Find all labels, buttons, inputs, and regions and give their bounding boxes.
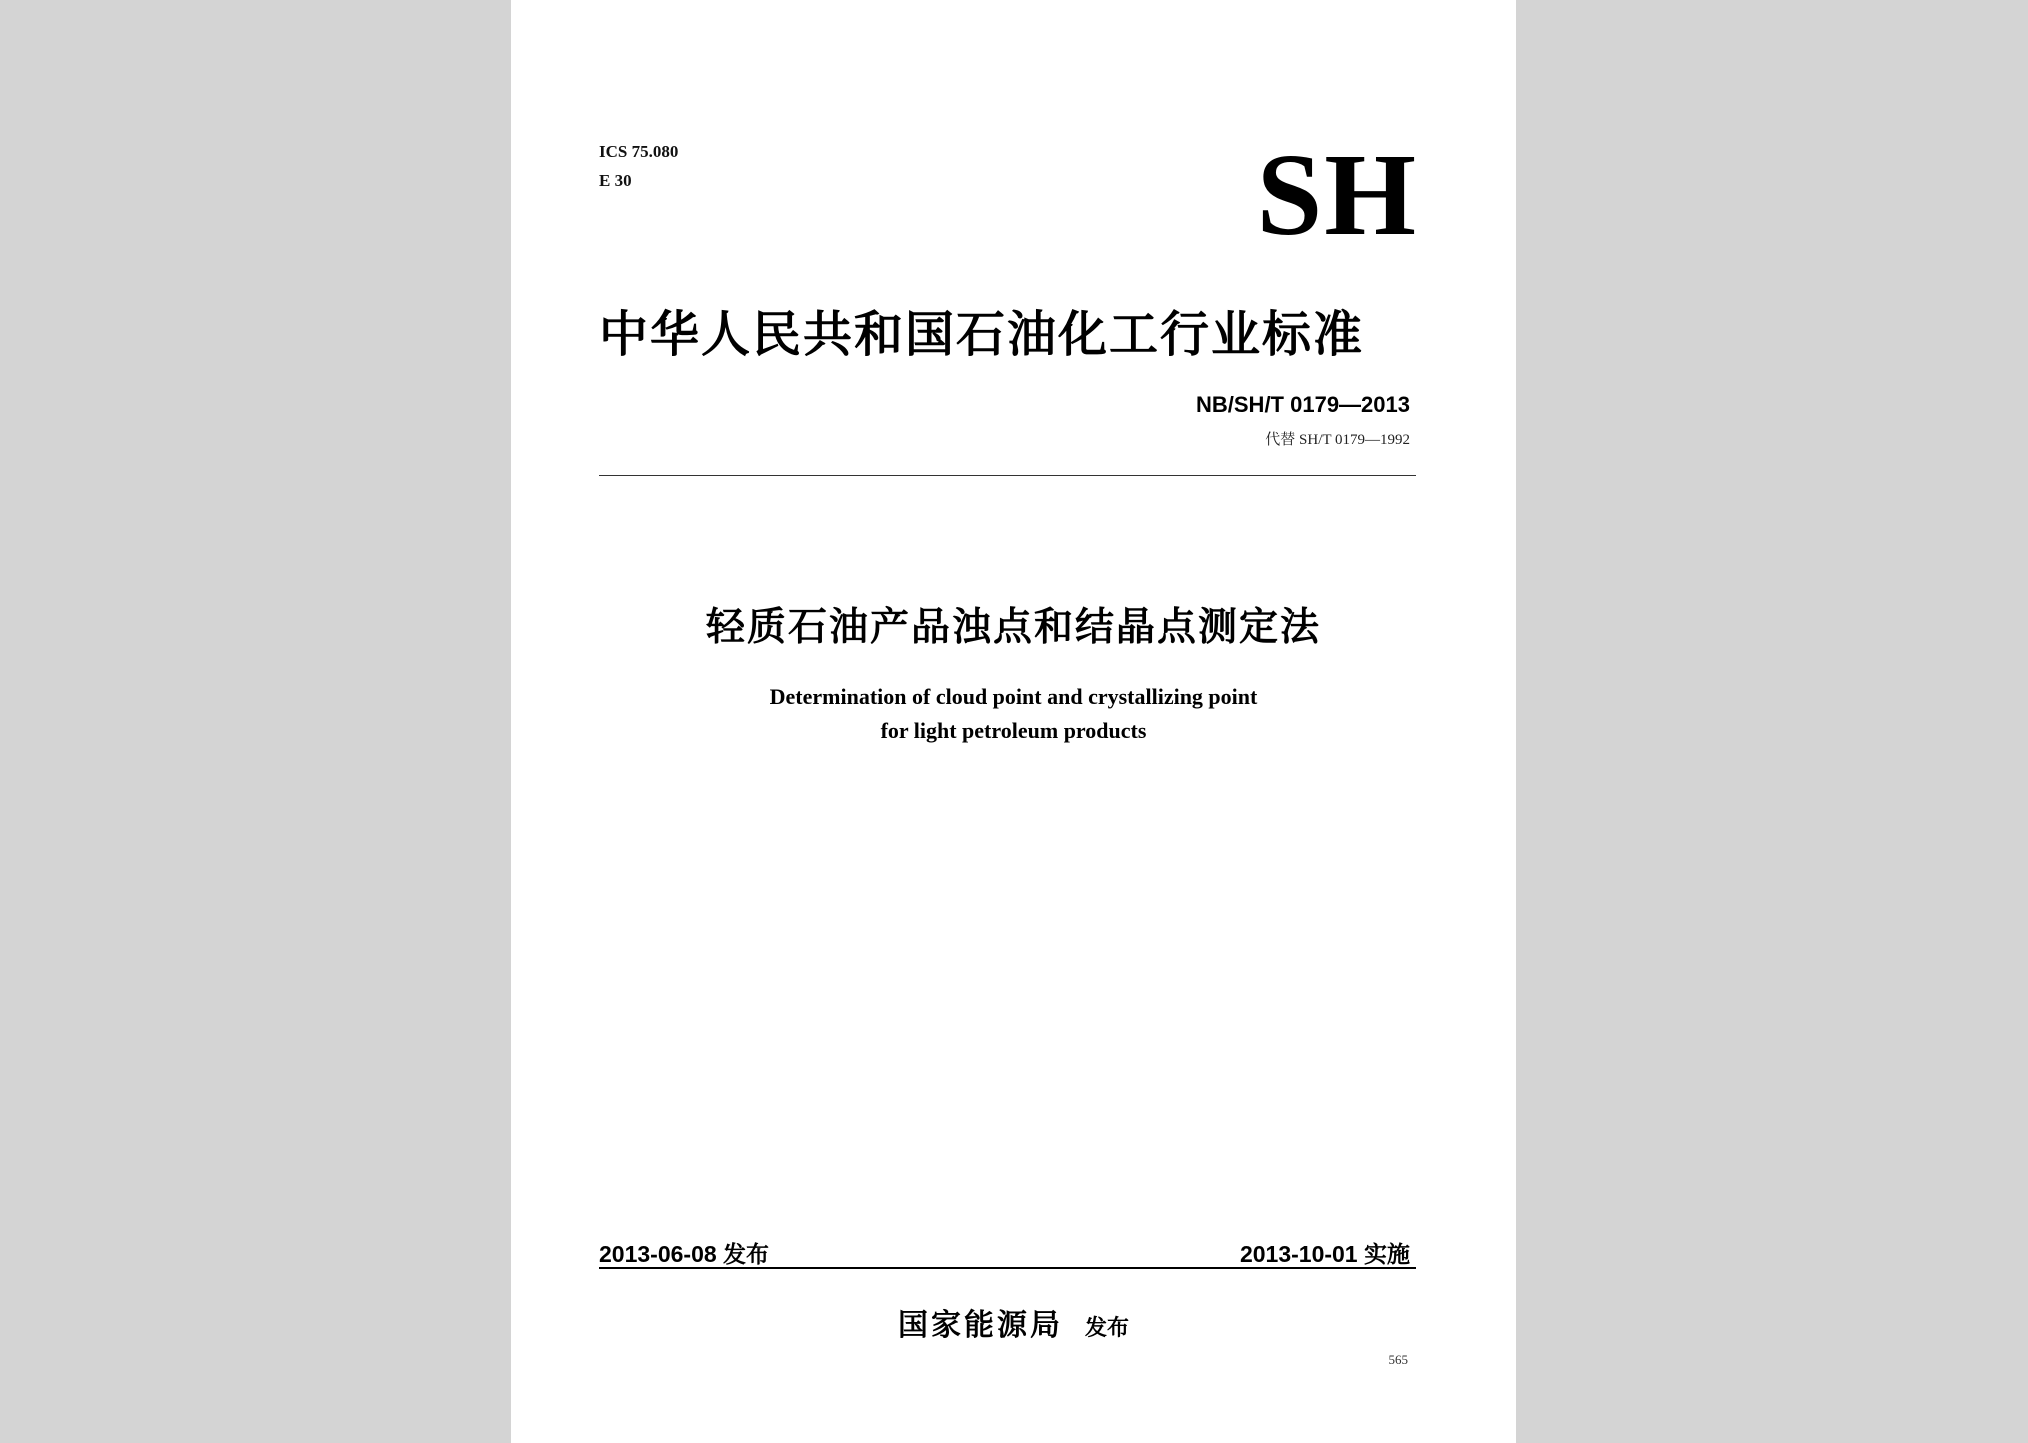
title-english-line2: for light petroleum products: [880, 718, 1147, 743]
implementation-date: 2013-10-01 实施: [1239, 1241, 1410, 1267]
page-number: 565: [1388, 1352, 1408, 1367]
issue-date: 2013-06-08 发布: [599, 1241, 770, 1267]
authority-action: 发布: [1084, 1316, 1129, 1341]
issuer-standard-title: 中华人民共和国石油化工行业标准: [599, 306, 1365, 363]
ics-code: ICS 75.080: [599, 142, 679, 161]
footer-divider: [599, 1267, 1416, 1269]
authority-name: 国家能源局: [897, 1308, 1063, 1343]
ccs-code: E 30: [599, 171, 632, 190]
sh-logo: SH: [1256, 129, 1418, 260]
issuing-authority: [511, 1300, 1516, 1344]
title-english-line1: Determination of cloud point and crystallizing point: [769, 684, 1258, 709]
standard-number: NB/SH/T 0179—2013: [1196, 392, 1410, 417]
title-chinese: 轻质石油产品浊点和结晶点测定法: [705, 605, 1321, 650]
document-page: [511, 0, 1516, 1443]
header-divider: [599, 475, 1416, 476]
replaces-standard: 代替 SH/T 0179—1992: [1265, 432, 1410, 448]
